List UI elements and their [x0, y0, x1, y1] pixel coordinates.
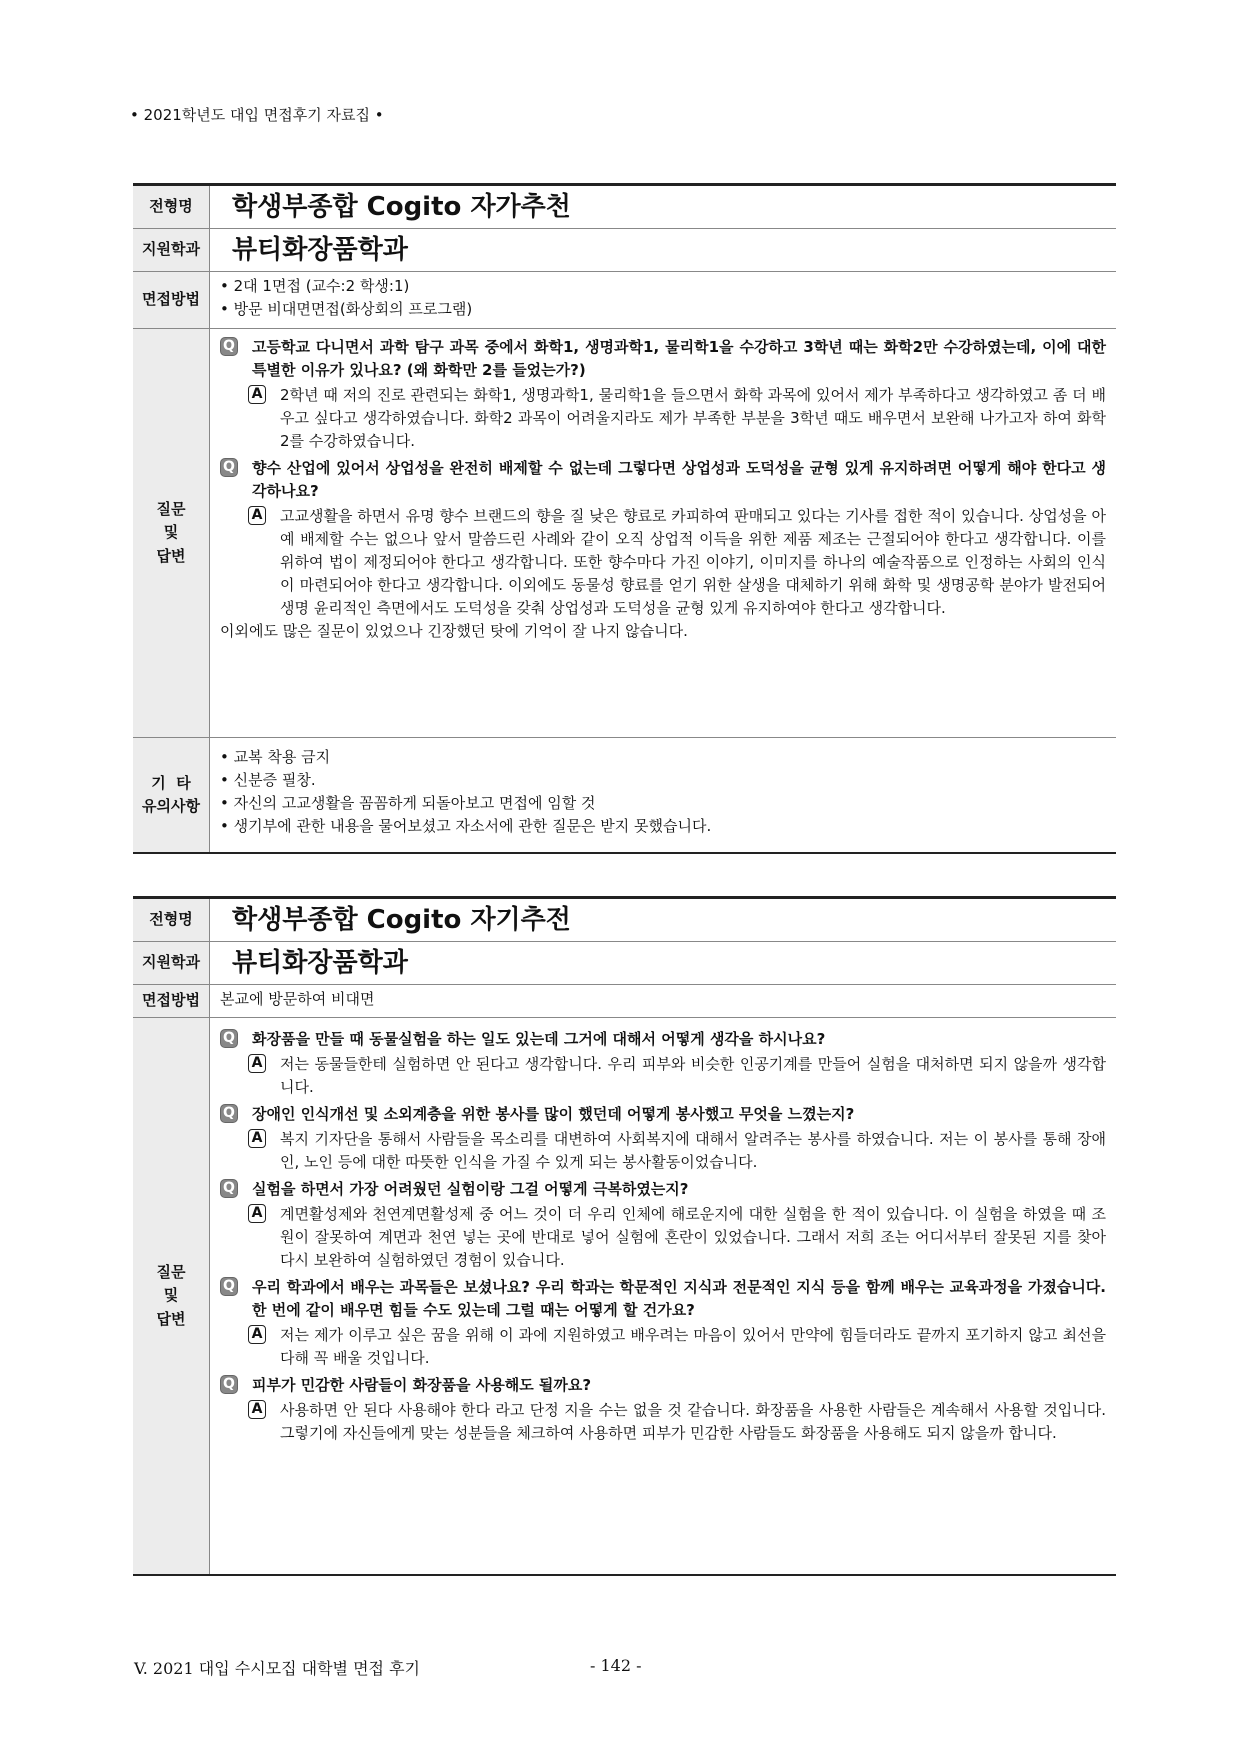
note-item: • 교복 착용 금지 [220, 746, 1106, 769]
row-qa [133, 1018, 1116, 1574]
label-dept: 지원학과 [133, 942, 210, 984]
label-notes-line2: 유의사항 [142, 797, 200, 815]
question [220, 1028, 1106, 1051]
closing-remark: 이외에도 많은 질문이 있었으나 긴장했던 탓에 기억이 잘 나지 않습니다. [220, 622, 688, 640]
row-method [133, 272, 1116, 329]
label-method: 면접방법 [133, 985, 210, 1017]
question-text: 피부가 민감한 사람들이 화장품을 사용해도 될까요? [252, 1376, 592, 1394]
label-notes [133, 738, 210, 852]
question-text: 고등학교 다니면서 과학 탐구 과목 중에서 화학1, 생명과학1, 물리학1을 수강하고 3학년 때는 화학2만 수강하였는데, 이에 대한 특별한 이유가 있나요? (왜 화학만 2를 들었는가?) [252, 338, 1106, 379]
notes-value [210, 738, 1116, 852]
answer-text: 복지 기자단을 통해서 사람들을 목소리를 대변하여 사회복지에 대해서 알려주는 봉사를 하였습니다. 저는 이 봉사를 통해 장애인, 노인 등에 대한 따뜻한 인식을 가질 수 있게 되는 봉사활동이었습니다. [280, 1130, 1106, 1171]
row-type [133, 186, 1116, 229]
row-dept [133, 942, 1116, 985]
a-badge: A [248, 385, 266, 404]
question [220, 1374, 1106, 1397]
q-badge: Q [220, 1375, 238, 1394]
label-qa-line2: 및 [163, 523, 179, 542]
answer-text: 계면활성제와 천연계면활성제 중 어느 것이 더 우리 인체에 해로운지에 대한 실험을 한 적이 있습니다. 이 실험을 하였을 때 조원이 잘못하여 계면과 천연 넣는 곳에 반대로 넣어 실험에 혼란이 있었습니다. 그래서 저희 조는 어디서부터 잘못된 지를 찾아 다시 보완하여 실험하였던 경험이 있습니다. [280, 1205, 1106, 1269]
footer-chapter: V. 2021 대입 수시모집 대학별 면접 후기 [134, 1659, 421, 1678]
answer-text: 저는 동물들한테 실험하면 안 된다고 생각합니다. 우리 피부와 비슷한 인공기계를 만들어 실험을 대처하면 되지 않을까 생각합니다. [280, 1055, 1106, 1096]
q-badge: Q [220, 1179, 238, 1198]
method-item: • 2대 1면접 (교수:2 학생:1) [220, 275, 1106, 298]
answer-text: 사용하면 안 된다 사용해야 한다 라고 단정 지을 수는 없을 것 같습니다. 화장품을 사용한 사람들은 계속해서 사용할 것입니다. 그렇기에 자신들에게 맞는 성분들을 체크하여 사용하면 피부가 민감한 사람들도 화장품을 사용해도 되지 않을까 합니다. [280, 1401, 1106, 1442]
question-text: 화장품을 만들 때 동물실험을 하는 일도 있는데 그거에 대해서 어떻게 생각을 하시나요? [252, 1030, 826, 1048]
qa-content [210, 1018, 1116, 1574]
a-badge: A [248, 1325, 266, 1344]
row-qa [133, 329, 1116, 738]
method-value: 본교에 방문하여 비대면 [220, 990, 375, 1008]
answer-text: 2학년 때 저의 진로 관련되는 화학1, 생명과학1, 물리학1을 들으면서 화학 과목에 있어서 제가 부족하다고 생각하였고 좀 더 배우고 싶다고 생각하였습니다. 화학2 과목이 어려울지라도 제가 부족한 부분을 3학년 때도 배우면서 보완해 나가고자 하여 화학2를 수강하였습니다. [280, 386, 1106, 450]
interview-table-2 [133, 896, 1116, 1576]
label-qa [133, 1018, 210, 1574]
dept-value: 뷰티화장품학과 [232, 235, 408, 265]
method-value [210, 272, 1116, 328]
row-notes [133, 738, 1116, 852]
page-header: • 2021학년도 대입 면접후기 자료집 • [130, 106, 384, 124]
answer [248, 1399, 1106, 1445]
q-badge: Q [220, 1277, 238, 1296]
question [220, 336, 1106, 382]
label-qa [133, 329, 210, 737]
question-text: 장애인 인식개선 및 소외계층을 위한 봉사를 많이 했던데 어떻게 봉사했고 무엇을 느꼈는지? [252, 1105, 855, 1123]
note-item: • 자신의 고교생활을 꼼꼼하게 되돌아보고 면접에 임할 것 [220, 792, 1106, 815]
q-badge: Q [220, 458, 238, 477]
label-qa-line2: 및 [163, 1286, 179, 1305]
question-text: 실험을 하면서 가장 어려웠던 실험이랑 그걸 어떻게 극복하였는지? [252, 1180, 689, 1198]
label-qa-line3: 답변 [156, 546, 186, 565]
label-qa-line1: 질문 [156, 500, 186, 519]
answer [248, 1324, 1106, 1370]
label-notes-line1: 기 타 [151, 773, 191, 792]
question [220, 1276, 1106, 1322]
question-text: 우리 학과에서 배우는 과목들은 보셨나요? 우리 학과는 학문적인 지식과 전문적인 지식 등을 함께 배우는 교육과정을 가졌습니다. 한 번에 같이 배우면 힘들 수도 있는데 그럴 때는 어떻게 할 건가요? [252, 1278, 1106, 1319]
question [220, 457, 1106, 503]
row-dept [133, 229, 1116, 272]
a-badge: A [248, 1400, 266, 1419]
q-badge: Q [220, 1104, 238, 1123]
a-badge: A [248, 1054, 266, 1073]
answer [248, 1128, 1106, 1174]
answer [248, 1053, 1106, 1099]
q-badge: Q [220, 337, 238, 356]
dept-value: 뷰티화장품학과 [232, 948, 408, 978]
label-type: 전형명 [133, 899, 210, 941]
question [220, 1178, 1106, 1201]
label-type: 전형명 [133, 186, 210, 228]
interview-table-1 [133, 183, 1116, 854]
question [220, 1103, 1106, 1126]
method-item: • 방문 비대면면접(화상회의 프로그램) [220, 298, 1106, 321]
answer [248, 1203, 1106, 1272]
question-text: 향수 산업에 있어서 상업성을 완전히 배제할 수 없는데 그렇다면 상업성과 도덕성을 균형 있게 유지하려면 어떻게 해야 한다고 생각하나요? [252, 459, 1106, 500]
note-item: • 생기부에 관한 내용을 물어보셨고 자소서에 관한 질문은 받지 못했습니다. [220, 815, 1106, 838]
row-type [133, 899, 1116, 942]
answer-text: 고교생활을 하면서 유명 향수 브랜드의 향을 질 낮은 향료로 카피하여 판매되고 있다는 기사를 접한 적이 있습니다. 상업성을 아예 배제할 수는 없으나 앞서 말씀드린 사례와 같이 오직 상업적 이득을 위한 제품 제조는 근절되어야 한다고 생각합니다. 이를 위하여 법이 제정되어야 한다고 생각합니다. 또한 향수마다 가진 이야기, 이미지를 하나의 예술작품으로 인정하는 사회의 인식이 마련되어야 한다고 생각합니다. 이외에도 동물성 향료를 얻기 위한 살생을 대체하기 위해 화학 및 생명공학 분야가 발전되어 생명 윤리적인 측면에서도 도덕성을 갖춰 상업성과 도덕성을 균형 있게 유지하여야 한다고 생각합니다. [280, 507, 1106, 617]
q-badge: Q [220, 1029, 238, 1048]
a-badge: A [248, 1204, 266, 1223]
qa-content [210, 329, 1116, 737]
label-qa-line3: 답변 [156, 1309, 186, 1328]
label-qa-line1: 질문 [156, 1263, 186, 1282]
page-number: - 142 - [590, 1656, 642, 1675]
answer-text: 저는 제가 이루고 싶은 꿈을 위해 이 과에 지원하였고 배우려는 마음이 있어서 만약에 힘들더라도 끝까지 포기하지 않고 최선을 다해 꼭 배울 것입니다. [280, 1326, 1106, 1367]
answer [248, 505, 1106, 620]
type-value: 학생부종합 Cogito 자기추전 [232, 905, 571, 935]
row-method [133, 985, 1116, 1018]
type-value: 학생부종합 Cogito 자가추천 [232, 192, 571, 222]
note-item: • 신분증 필창. [220, 769, 1106, 792]
label-method: 면접방법 [133, 272, 210, 328]
a-badge: A [248, 506, 266, 525]
answer [248, 384, 1106, 453]
a-badge: A [248, 1129, 266, 1148]
label-dept: 지원학과 [133, 229, 210, 271]
